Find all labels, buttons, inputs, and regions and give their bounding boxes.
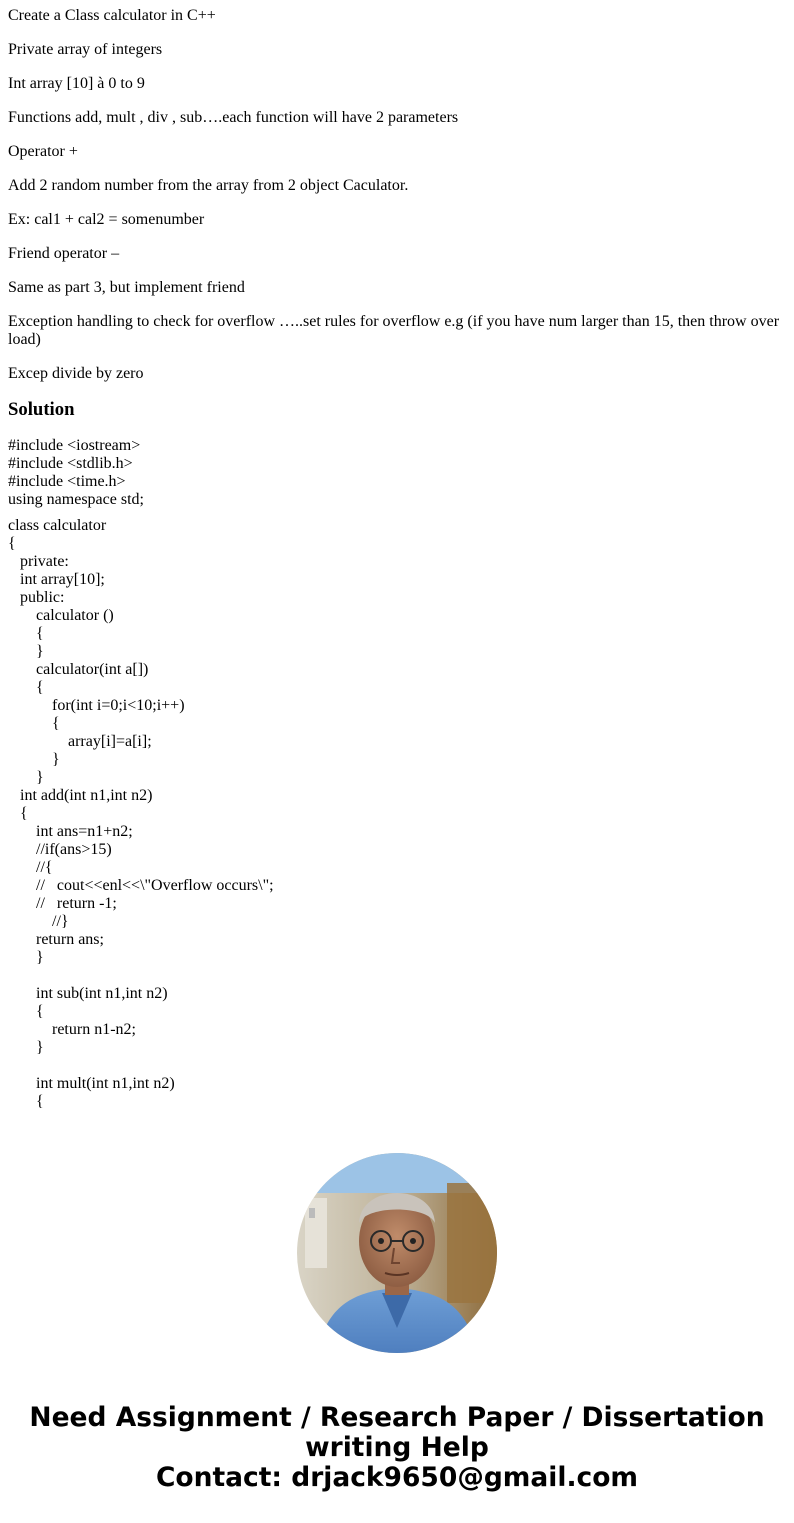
question-paragraph: Private array of integers [8, 41, 163, 58]
code-includes: #include <iostream> #include <stdlib.h> #include <time.h> using namespace std; [8, 437, 144, 508]
solution-heading: Solution [8, 399, 75, 420]
footer-contact-line: Contact: drjack9650@gmail.com [155, 1462, 639, 1493]
question-paragraph: Same as part 3, but implement friend [8, 279, 245, 296]
question-paragraph: Ex: cal1 + cal2 = somenumber [8, 211, 205, 228]
contact-footer [0, 1403, 794, 1493]
author-avatar [297, 1153, 497, 1353]
page-content [8, 0, 786, 1111]
code-spacer [8, 509, 786, 517]
footer-line: writing Help [305, 1432, 489, 1463]
question-paragraph: Int array [10] à 0 to 9 [8, 75, 145, 92]
question-text [8, 7, 786, 383]
code-class-definition: class calculator { private: int array[10]; public: calculator () { } calculator(int a[]) { for(int i=0;i<10;i++) { array[i]=a[i]; } } int add(int n1,int n2) { int ans=n1+n2; //if(ans>15) //{ // cout<<enl<<\"Overflow occurs\"; // return -1; //} return ans; } int sub(int n1,int n2) { return n1-n2; } int mult(int n1,int n2) { [8, 517, 274, 1110]
author-photo-icon [297, 1153, 497, 1353]
footer-line: Need Assignment / Research Paper / Dissertation [29, 1402, 765, 1433]
question-paragraph: Excep divide by zero [8, 365, 144, 382]
question-paragraph: Create a Class calculator in C++ [8, 7, 216, 24]
question-paragraph: Add 2 random number from the array from 2 object Caculator. [8, 177, 409, 194]
question-paragraph: Functions add, mult , div , sub….each function will have 2 parameters [8, 109, 459, 126]
question-paragraph: Exception handling to check for overflow …..set rules for overflow e.g (if you have num larger than 15, then throw over load) [8, 313, 780, 348]
question-paragraph: Operator + [8, 143, 78, 160]
question-paragraph: Friend operator – [8, 245, 120, 262]
